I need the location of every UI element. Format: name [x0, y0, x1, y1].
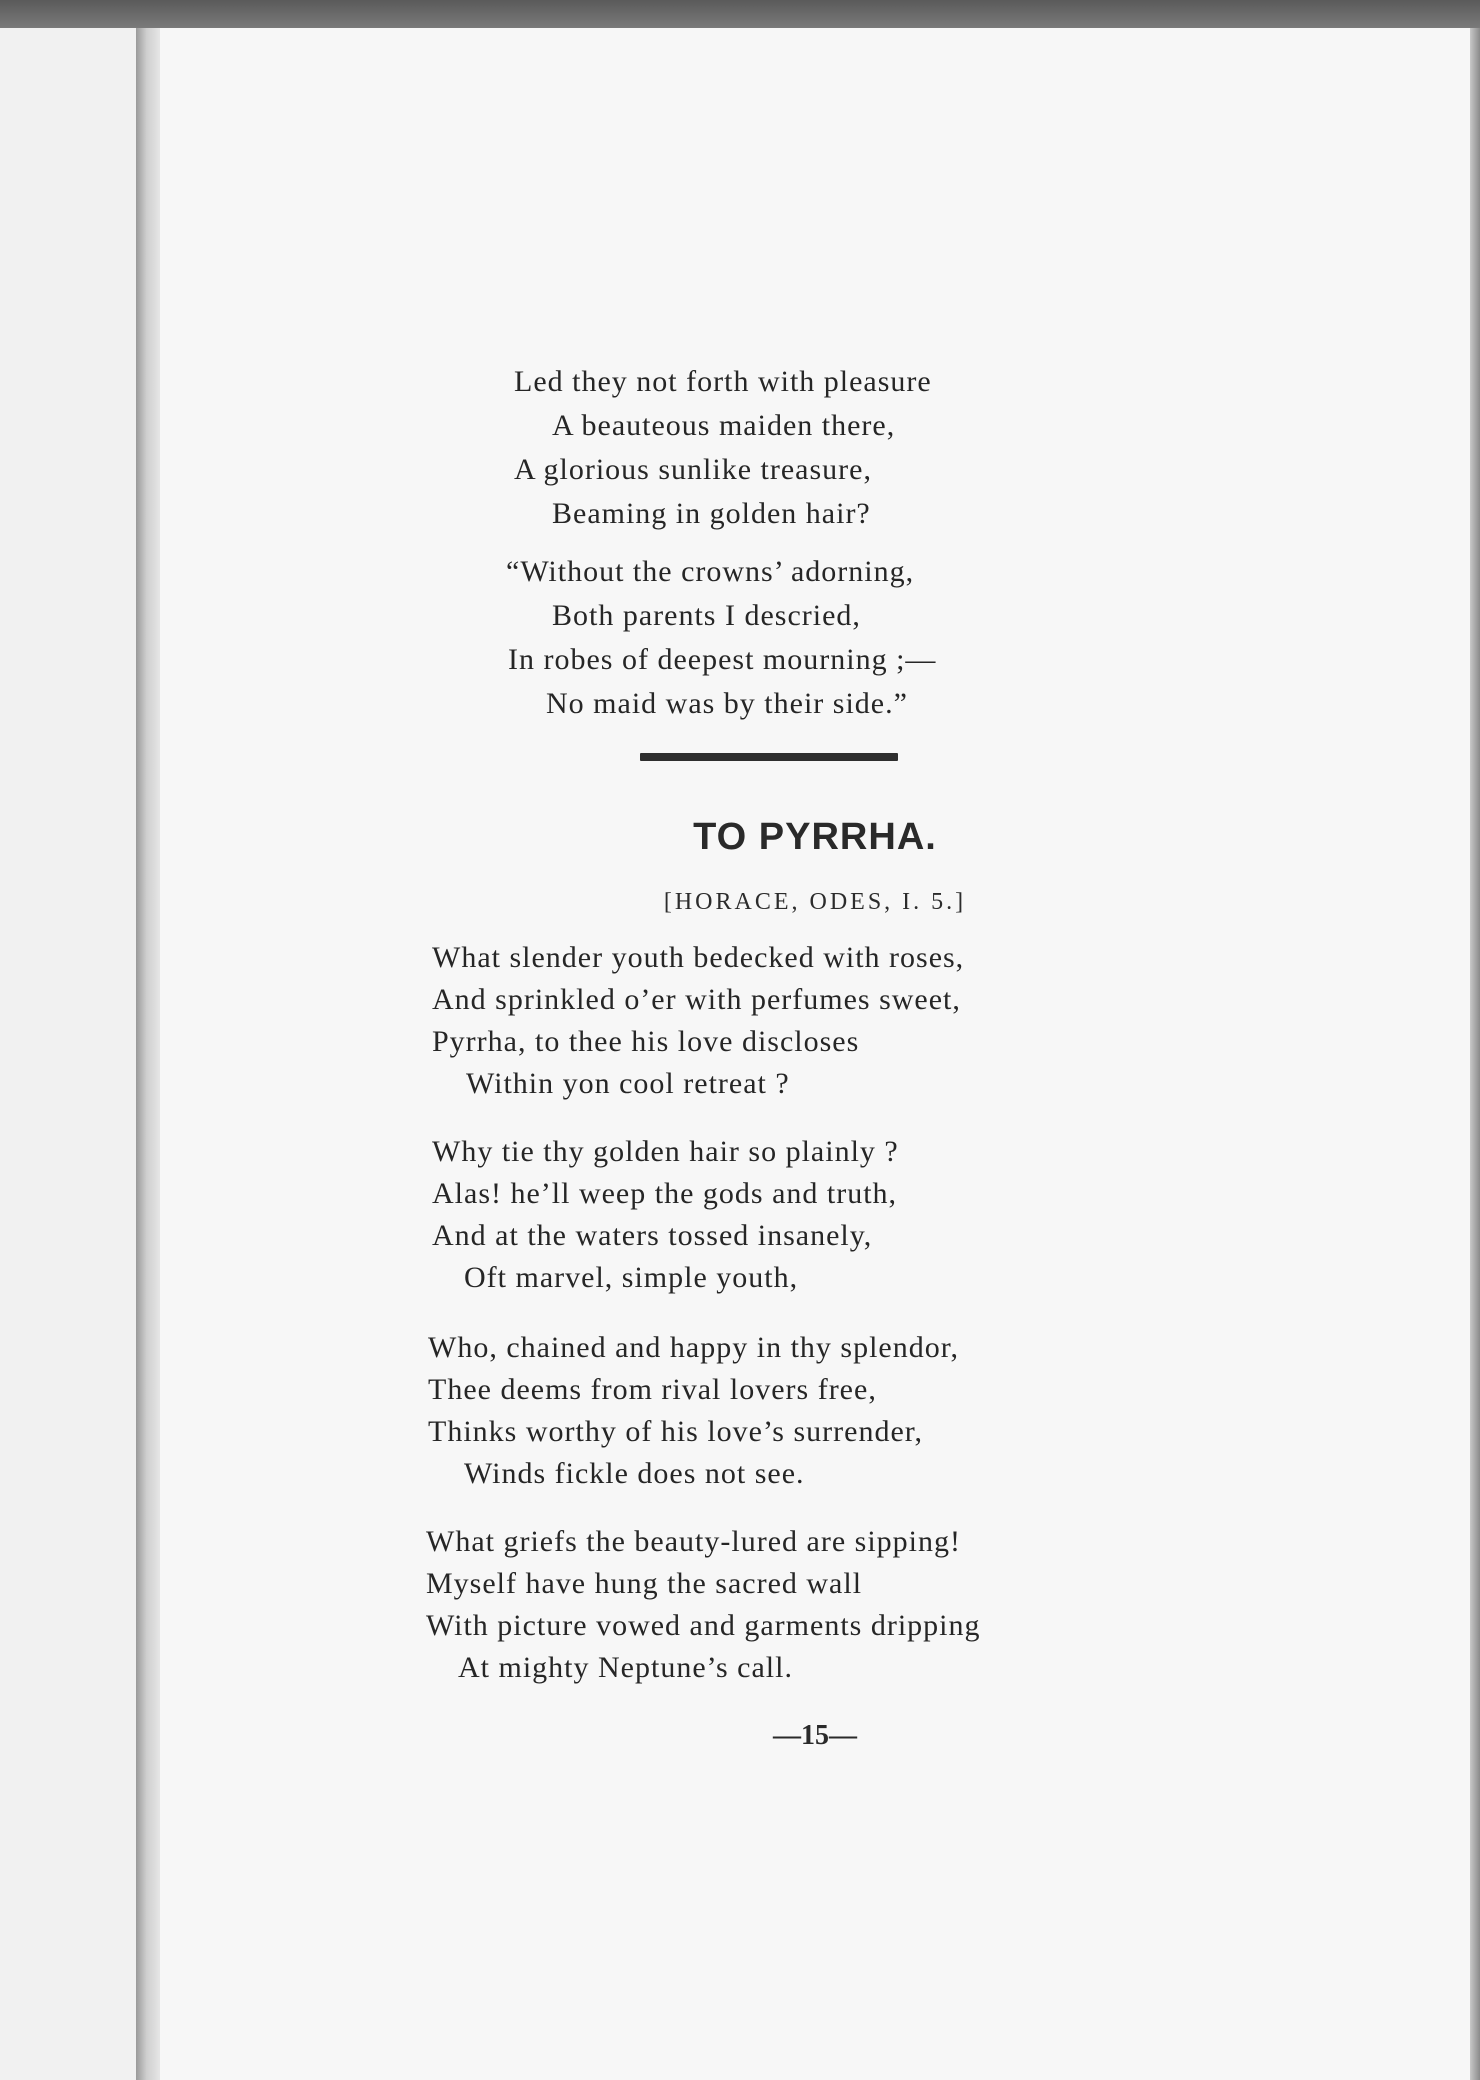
page-number: —15—: [773, 1720, 857, 1751]
verse-line: Beaming in golden hair?: [552, 497, 871, 530]
verse-line: And at the waters tossed insanely,: [432, 1219, 873, 1252]
verse-line: With picture vowed and garments dripping: [426, 1609, 981, 1642]
poem-source-citation: [HORACE, ODES, I. 5.]: [663, 889, 967, 915]
verse-line: Myself have hung the sacred wall: [426, 1567, 863, 1600]
verse-line: A beauteous maiden there,: [552, 409, 896, 442]
verse-line: Thee deems from rival lovers free,: [428, 1373, 877, 1406]
verse-line: Who, chained and happy in thy splendor,: [428, 1331, 960, 1364]
verse-line: What griefs the beauty-lured are sipping!: [426, 1525, 961, 1558]
book-page: [160, 28, 1470, 2080]
verse-line: Thinks worthy of his love’s surrender,: [428, 1415, 924, 1448]
verse-line: A glorious sunlike treasure,: [514, 453, 872, 486]
verse-line: Why tie thy golden hair so plainly ?: [432, 1135, 899, 1168]
verse-line: “Without the crowns’ adorning,: [506, 555, 915, 588]
verse-line: What slender youth bedecked with roses,: [432, 941, 965, 974]
verse-line: No maid was by their side.”: [546, 687, 908, 720]
section-divider-rule: [640, 753, 898, 761]
page-right-edge: [1470, 28, 1480, 2080]
verse-line: Within yon cool retreat ?: [466, 1067, 790, 1100]
verse-line: At mighty Neptune’s call.: [458, 1651, 793, 1684]
poem-title: TO PYRRHA.: [693, 816, 937, 858]
facing-page-edge: [0, 28, 136, 2080]
verse-line: Pyrrha, to thee his love discloses: [432, 1025, 860, 1058]
verse-line: In robes of deepest mourning ;—: [508, 643, 937, 676]
verse-line: Both parents I descried,: [552, 599, 861, 632]
book-gutter: [136, 28, 160, 2080]
verse-line: Winds fickle does not see.: [464, 1457, 805, 1490]
verse-line: Alas! he’ll weep the gods and truth,: [432, 1177, 898, 1210]
verse-line: Oft marvel, simple youth,: [464, 1261, 799, 1294]
scan-top-border: [0, 0, 1480, 28]
verse-line: And sprinkled o’er with perfumes sweet,: [432, 983, 961, 1016]
verse-line: Led they not forth with pleasure: [514, 365, 932, 398]
